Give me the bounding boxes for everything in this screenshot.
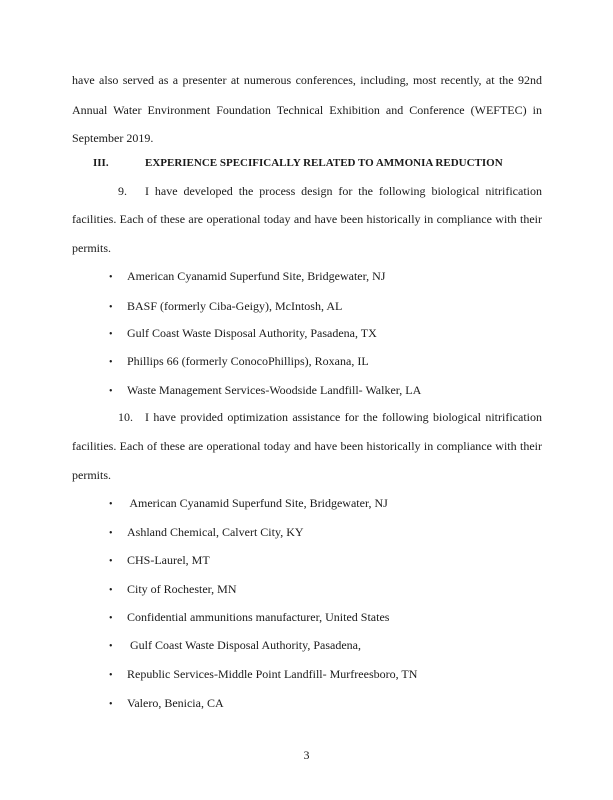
paragraph-9-line-2: facilities. Each of these are operational today and have been historically in compliance with their: [72, 212, 542, 226]
list-item-text: Waste Management Services-Woodside Landfill- Walker, LA: [127, 383, 422, 397]
list-item: [109, 383, 421, 399]
bullet-icon: •: [109, 386, 113, 397]
bullet-icon: •: [109, 613, 113, 624]
list-item-text: CHS-Laurel, MT: [127, 553, 210, 567]
list-item: [109, 610, 389, 626]
paragraph-10-line-3: permits.: [72, 468, 111, 482]
list-item: [109, 496, 388, 512]
paragraph-9-number: 9.: [118, 184, 127, 198]
list-item-text: Phillips 66 (formerly ConocoPhillips), Roxana, IL: [127, 354, 369, 368]
paragraph-10-line-2: facilities. Each of these are operational today and have been historically in compliance with their: [72, 439, 542, 453]
paragraph-9-line-3: permits.: [72, 241, 111, 255]
paragraph-10-line-1: [72, 410, 542, 424]
list-item-text: American Cyanamid Superfund Site, Bridgewater, NJ: [127, 496, 388, 510]
list-item: [109, 696, 224, 712]
bullet-icon: •: [109, 499, 113, 510]
list-item-text: BASF (formerly Ciba-Geigy), McIntosh, AL: [127, 299, 343, 313]
intro-line-1: have also served as a presenter at numerous conferences, including, most recently, at the 92nd: [72, 73, 542, 87]
section-title: EXPERIENCE SPECIFICALLY RELATED TO AMMONIA REDUCTION: [145, 157, 503, 169]
bullet-icon: •: [109, 329, 113, 340]
paragraph-10-number: 10.: [118, 410, 133, 424]
list-item: [109, 667, 417, 683]
bullet-icon: •: [109, 670, 113, 681]
bullet-icon: •: [109, 699, 113, 710]
list-item: [109, 269, 385, 285]
list-item-text: American Cyanamid Superfund Site, Bridgewater, NJ: [127, 269, 386, 283]
list-item: [109, 553, 210, 569]
bullet-icon: •: [109, 641, 113, 652]
bullet-icon: •: [109, 302, 113, 313]
paragraph-9-first-line: I have developed the process design for the following biological nitrification: [145, 184, 542, 198]
list-item: [109, 299, 342, 315]
list-item: [109, 582, 237, 598]
list-item-text: Confidential ammunitions manufacturer, United States: [127, 610, 390, 624]
paragraph-10-first-line: I have provided optimization assistance for the following biological nitrification: [145, 410, 542, 424]
list-item: [109, 525, 304, 541]
section-heading: [93, 156, 503, 170]
intro-line-3: September 2019.: [72, 131, 154, 145]
list-item: [109, 326, 377, 342]
bullet-icon: •: [109, 272, 113, 283]
section-number: III.: [93, 157, 109, 169]
bullet-icon: •: [109, 357, 113, 368]
list-item-text: Republic Services-Middle Point Landfill- Murfreesboro, TN: [127, 667, 418, 681]
bullet-icon: •: [109, 528, 113, 539]
paragraph-9-line-1: [72, 184, 542, 198]
list-item-text: Ashland Chemical, Calvert City, KY: [127, 525, 304, 539]
intro-line-2: Annual Water Environment Foundation Technical Exhibition and Conference (WEFTEC) in: [72, 103, 542, 117]
list-item-text: City of Rochester, MN: [127, 582, 237, 596]
list-item-text: Gulf Coast Waste Disposal Authority, Pasadena, TX: [127, 326, 377, 340]
list-item: [109, 354, 369, 370]
list-item: [109, 638, 361, 654]
page-number: 3: [303, 748, 310, 762]
list-item-text: Valero, Benicia, CA: [127, 696, 224, 710]
bullet-icon: •: [109, 556, 113, 567]
list-item-text: Gulf Coast Waste Disposal Authority, Pasadena,: [127, 638, 362, 652]
bullet-icon: •: [109, 585, 113, 596]
